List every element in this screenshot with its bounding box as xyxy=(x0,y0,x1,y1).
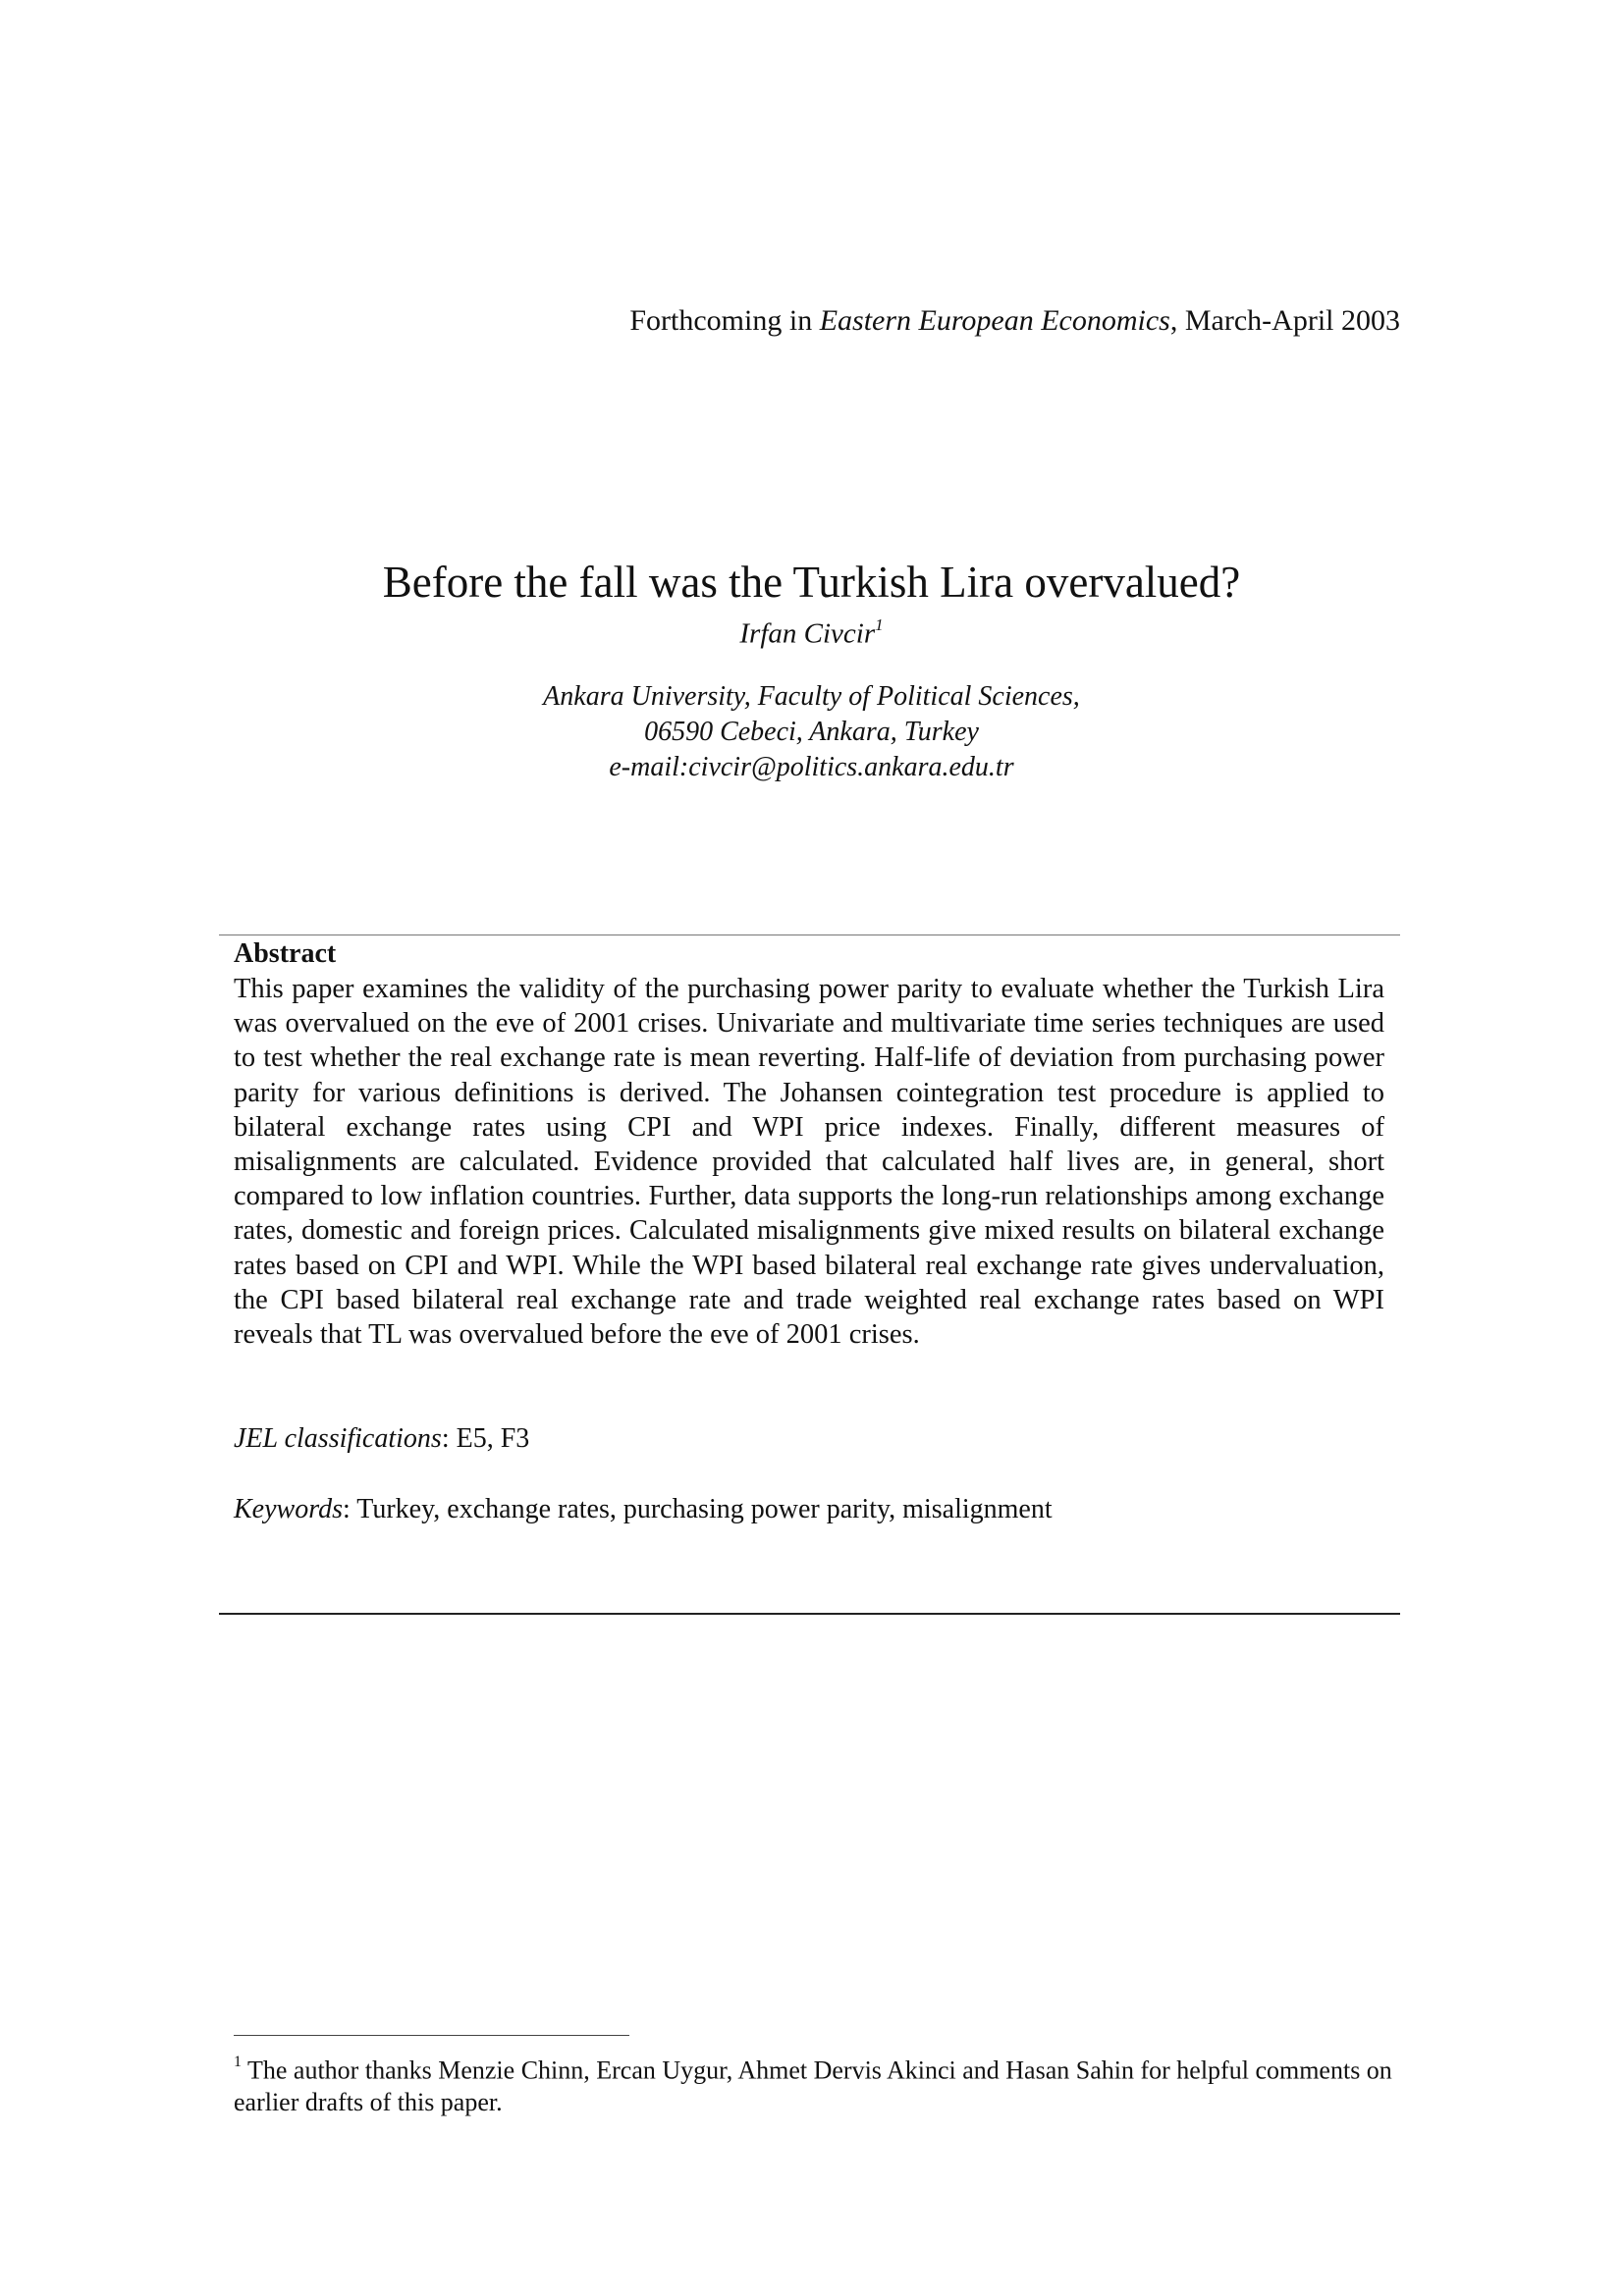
footnote-mark: 1 xyxy=(234,2054,242,2070)
abstract-top-rule xyxy=(219,934,1400,935)
publication-note-suffix: , March-April 2003 xyxy=(1169,304,1400,337)
affiliation-line-2: 06590 Cebeci, Ankara, Turkey xyxy=(644,717,979,747)
abstract xyxy=(234,936,1384,1352)
jel-classifications xyxy=(234,1422,529,1456)
footnote-text: The author thanks Menzie Chinn, Ercan Uygur, Ahmet Dervis Akinci and Hasan Sahin for helpful comments on earlier drafts of this paper. xyxy=(234,2056,1392,2116)
author-footnote-mark: 1 xyxy=(875,615,884,634)
author xyxy=(0,611,1623,651)
keywords-label: Keywords xyxy=(234,1494,343,1524)
affiliation-email: e-mail:civcir@politics.ankara.edu.tr xyxy=(609,752,1014,782)
abstract-heading: Abstract xyxy=(234,938,337,969)
publication-note-prefix: Forthcoming in xyxy=(629,304,820,337)
affiliation xyxy=(0,679,1623,785)
author-name: Irfan Civcir xyxy=(739,617,876,650)
keywords xyxy=(234,1493,1053,1526)
jel-value: : E5, F3 xyxy=(441,1423,530,1454)
footnote-rule xyxy=(234,2035,629,2036)
abstract-bottom-rule xyxy=(219,1613,1400,1615)
jel-label: JEL classifications xyxy=(234,1423,442,1454)
footnote xyxy=(234,2050,1392,2118)
paper-title: Before the fall was the Turkish Lira overvalued? xyxy=(382,558,1241,607)
publication-note xyxy=(629,303,1400,339)
keywords-value: : Turkey, exchange rates, purchasing power parity, misalignment xyxy=(342,1494,1053,1524)
abstract-body: This paper examines the validity of the purchasing power parity to evaluate whether the Turkish Lira was overvalued on the eve of 2001 crises. Univariate and multivariate time series techniques are used to test whether the real exchange rate is mean reverting. Half-life of deviation from purchasing power parity for various definitions is derived. The Johansen cointegration test procedure is applied to bilateral exchange rates using CPI and WPI price indexes. Finally, different measures of misalignments are calculated. Evidence provided that calculated half lives are, in general, short compared to low inflation countries. Further, data supports the long-run relationships among exchange rates, domestic and foreign prices. Calculated misalignments give mixed results on bilateral exchange rates based on CPI and WPI. While the WPI based bilateral real exchange rate gives undervaluation, the CPI based bilateral real exchange rate and trade weighted real exchange rates based on WPI reveals that TL was overvalued before the eve of 2001 crises. xyxy=(234,974,1384,1351)
journal-name: Eastern European Economics xyxy=(819,304,1170,337)
affiliation-line-1: Ankara University, Faculty of Political Sciences, xyxy=(543,681,1080,712)
